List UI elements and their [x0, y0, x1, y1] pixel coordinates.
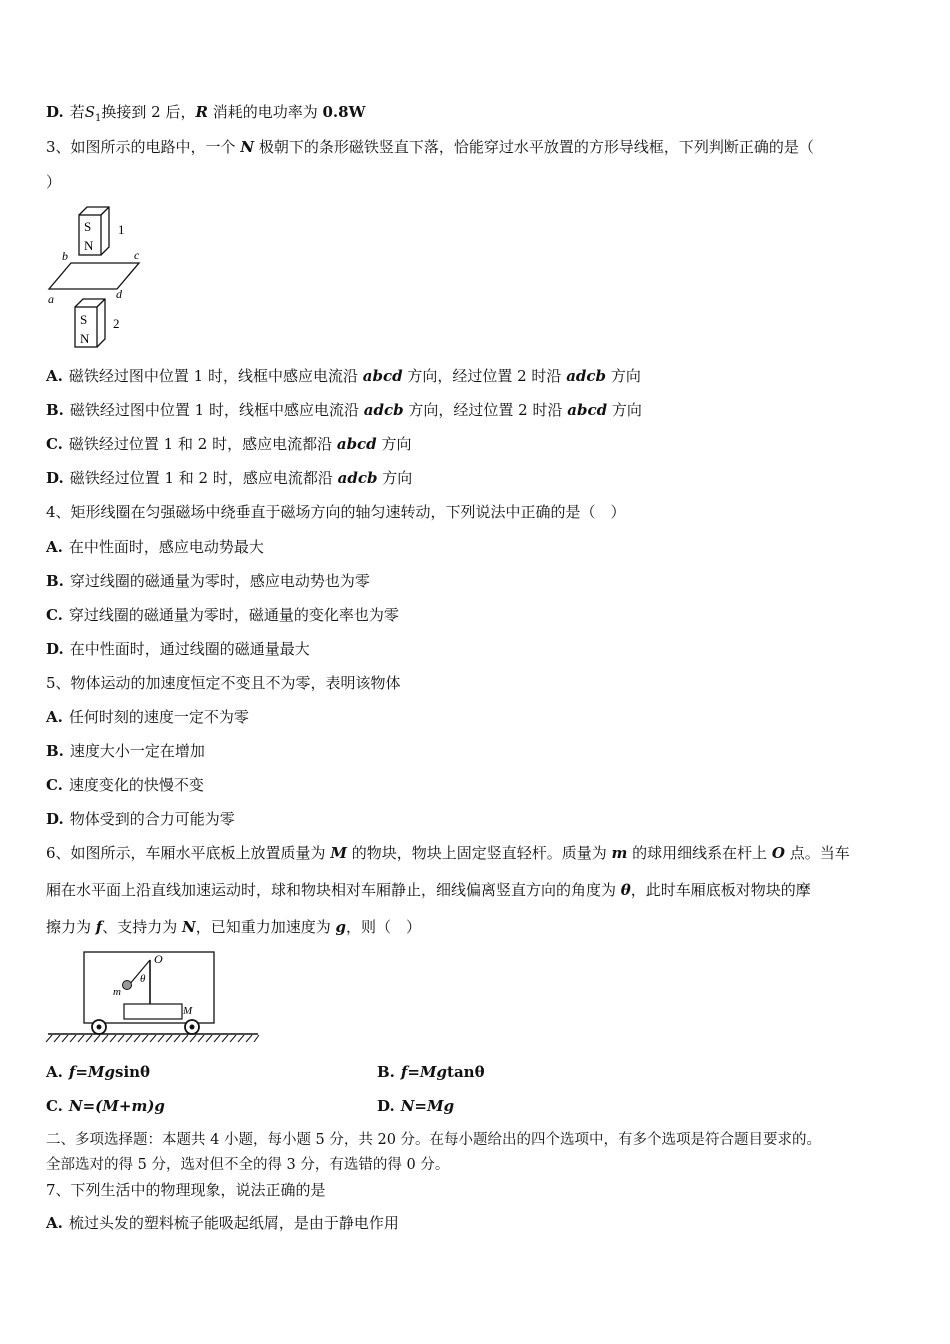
q6-carriage-figure [44, 948, 266, 1050]
q3-stem: 3、如图所示的电路中，一个 N 极朝下的条形磁铁竖直下落，恰能穿过水平放置的方形导线框，下列判断正确的是（ [46, 138, 814, 156]
theta-label: θ [140, 973, 146, 985]
q2-option-d: D. 若$S_1$换接到 2 后，R 消耗的电功率为 0.8W [46, 103, 366, 124]
q3-option-a: A. 磁铁经过图中位置 1 时，线框中感应电流沿 abcd 方向，经过位置 2 时沿 adcb 方向 [46, 367, 641, 385]
q4-stem: 4、矩形线圈在匀强磁场中绕垂直于磁场方向的轴匀速转动，下列说法中正确的是（ ） [46, 503, 626, 521]
q7-stem: 7、下列生活中的物理现象，说法正确的是 [46, 1181, 326, 1199]
position-1-label: 1 [118, 222, 125, 237]
ball [123, 981, 132, 990]
frame-corner-d: d [116, 287, 122, 301]
magnet1-s-pole: S [84, 219, 92, 234]
point-o-label: O [154, 952, 163, 966]
q3-magnet-figure [44, 200, 159, 355]
q5-option-b: B. 速度大小一定在增加 [46, 742, 205, 760]
ground-hatching [46, 1035, 259, 1042]
wire-frame [49, 263, 139, 289]
q7-option-a: A. 梳过头发的塑料梳子能吸起纸屑，是由于静电作用 [46, 1214, 399, 1232]
block-mass-label: M [183, 1005, 193, 1017]
q3-option-b: B. 磁铁经过图中位置 1 时，线框中感应电流沿 adcb 方向，经过位置 2 时沿 abcd 方向 [46, 401, 642, 419]
q5-option-d: D. 物体受到的合力可能为零 [46, 810, 235, 828]
frame-corner-b: b [62, 249, 68, 263]
q4-option-c: C. 穿过线圈的磁通量为零时，磁通量的变化率也为零 [46, 606, 399, 624]
magnet1-n-pole: N [84, 238, 94, 253]
q6-option-b: B. f=Mgtanθ [377, 1063, 485, 1081]
q5-stem: 5、物体运动的加速度恒定不变且不为零，表明该物体 [46, 674, 401, 692]
q3-option-c: C. 磁铁经过位置 1 和 2 时，感应电流都沿 abcd 方向 [46, 435, 412, 453]
q6-option-a: A. f=Mgsinθ [46, 1063, 151, 1081]
q6-option-c: C. N=(M+m)g [46, 1097, 165, 1115]
q3-stem-end: ） [46, 173, 62, 191]
section2-scoring: 全部选对的得 5 分，选对但不全的得 3 分，有选错的得 0 分。 [46, 1157, 450, 1173]
frame-corner-c: c [134, 248, 140, 262]
q5-option-c: C. 速度变化的快慢不变 [46, 776, 204, 794]
q5-option-a: A. 任何时刻的速度一定不为零 [46, 708, 249, 726]
ball-mass-label: m [113, 986, 121, 998]
magnet2-s-pole: S [80, 312, 88, 327]
block [124, 1004, 182, 1019]
section2-heading: 二、多项选择题：本题共 4 小题，每小题 5 分，共 20 分。在每小题给出的四个选项中，有多个选项是符合题目要求的。 [46, 1132, 822, 1148]
q6-stem-line2: 厢在水平面上沿直线加速运动时，球和物块相对车厢静止，细线偏离竖直方向的角度为 θ，此时车厢底板对物块的摩 [46, 881, 811, 899]
magnet2-n-pole: N [80, 331, 90, 346]
q4-option-a: A. 在中性面时，感应电动势最大 [46, 538, 264, 556]
q3-option-d: D. 磁铁经过位置 1 和 2 时，感应电流都沿 adcb 方向 [46, 469, 413, 487]
q6-stem-line3: 擦力为 f、支持力为 N，已知重力加速度为 g，则（ ） [46, 918, 422, 936]
position-2-label: 2 [113, 316, 120, 331]
q6-option-d: D. N=Mg [377, 1097, 455, 1115]
q6-stem-line1: 6、如图所示，车厢水平底板上放置质量为 M 的物块，物块上固定竖直轻杆。质量为 m 的球用细线系在杆上 O 点。当车 [46, 844, 850, 862]
frame-corner-a: a [48, 292, 54, 306]
q4-option-b: B. 穿过线圈的磁通量为零时，感应电动势也为零 [46, 572, 370, 590]
q4-option-d: D. 在中性面时，通过线圈的磁通量最大 [46, 640, 310, 658]
